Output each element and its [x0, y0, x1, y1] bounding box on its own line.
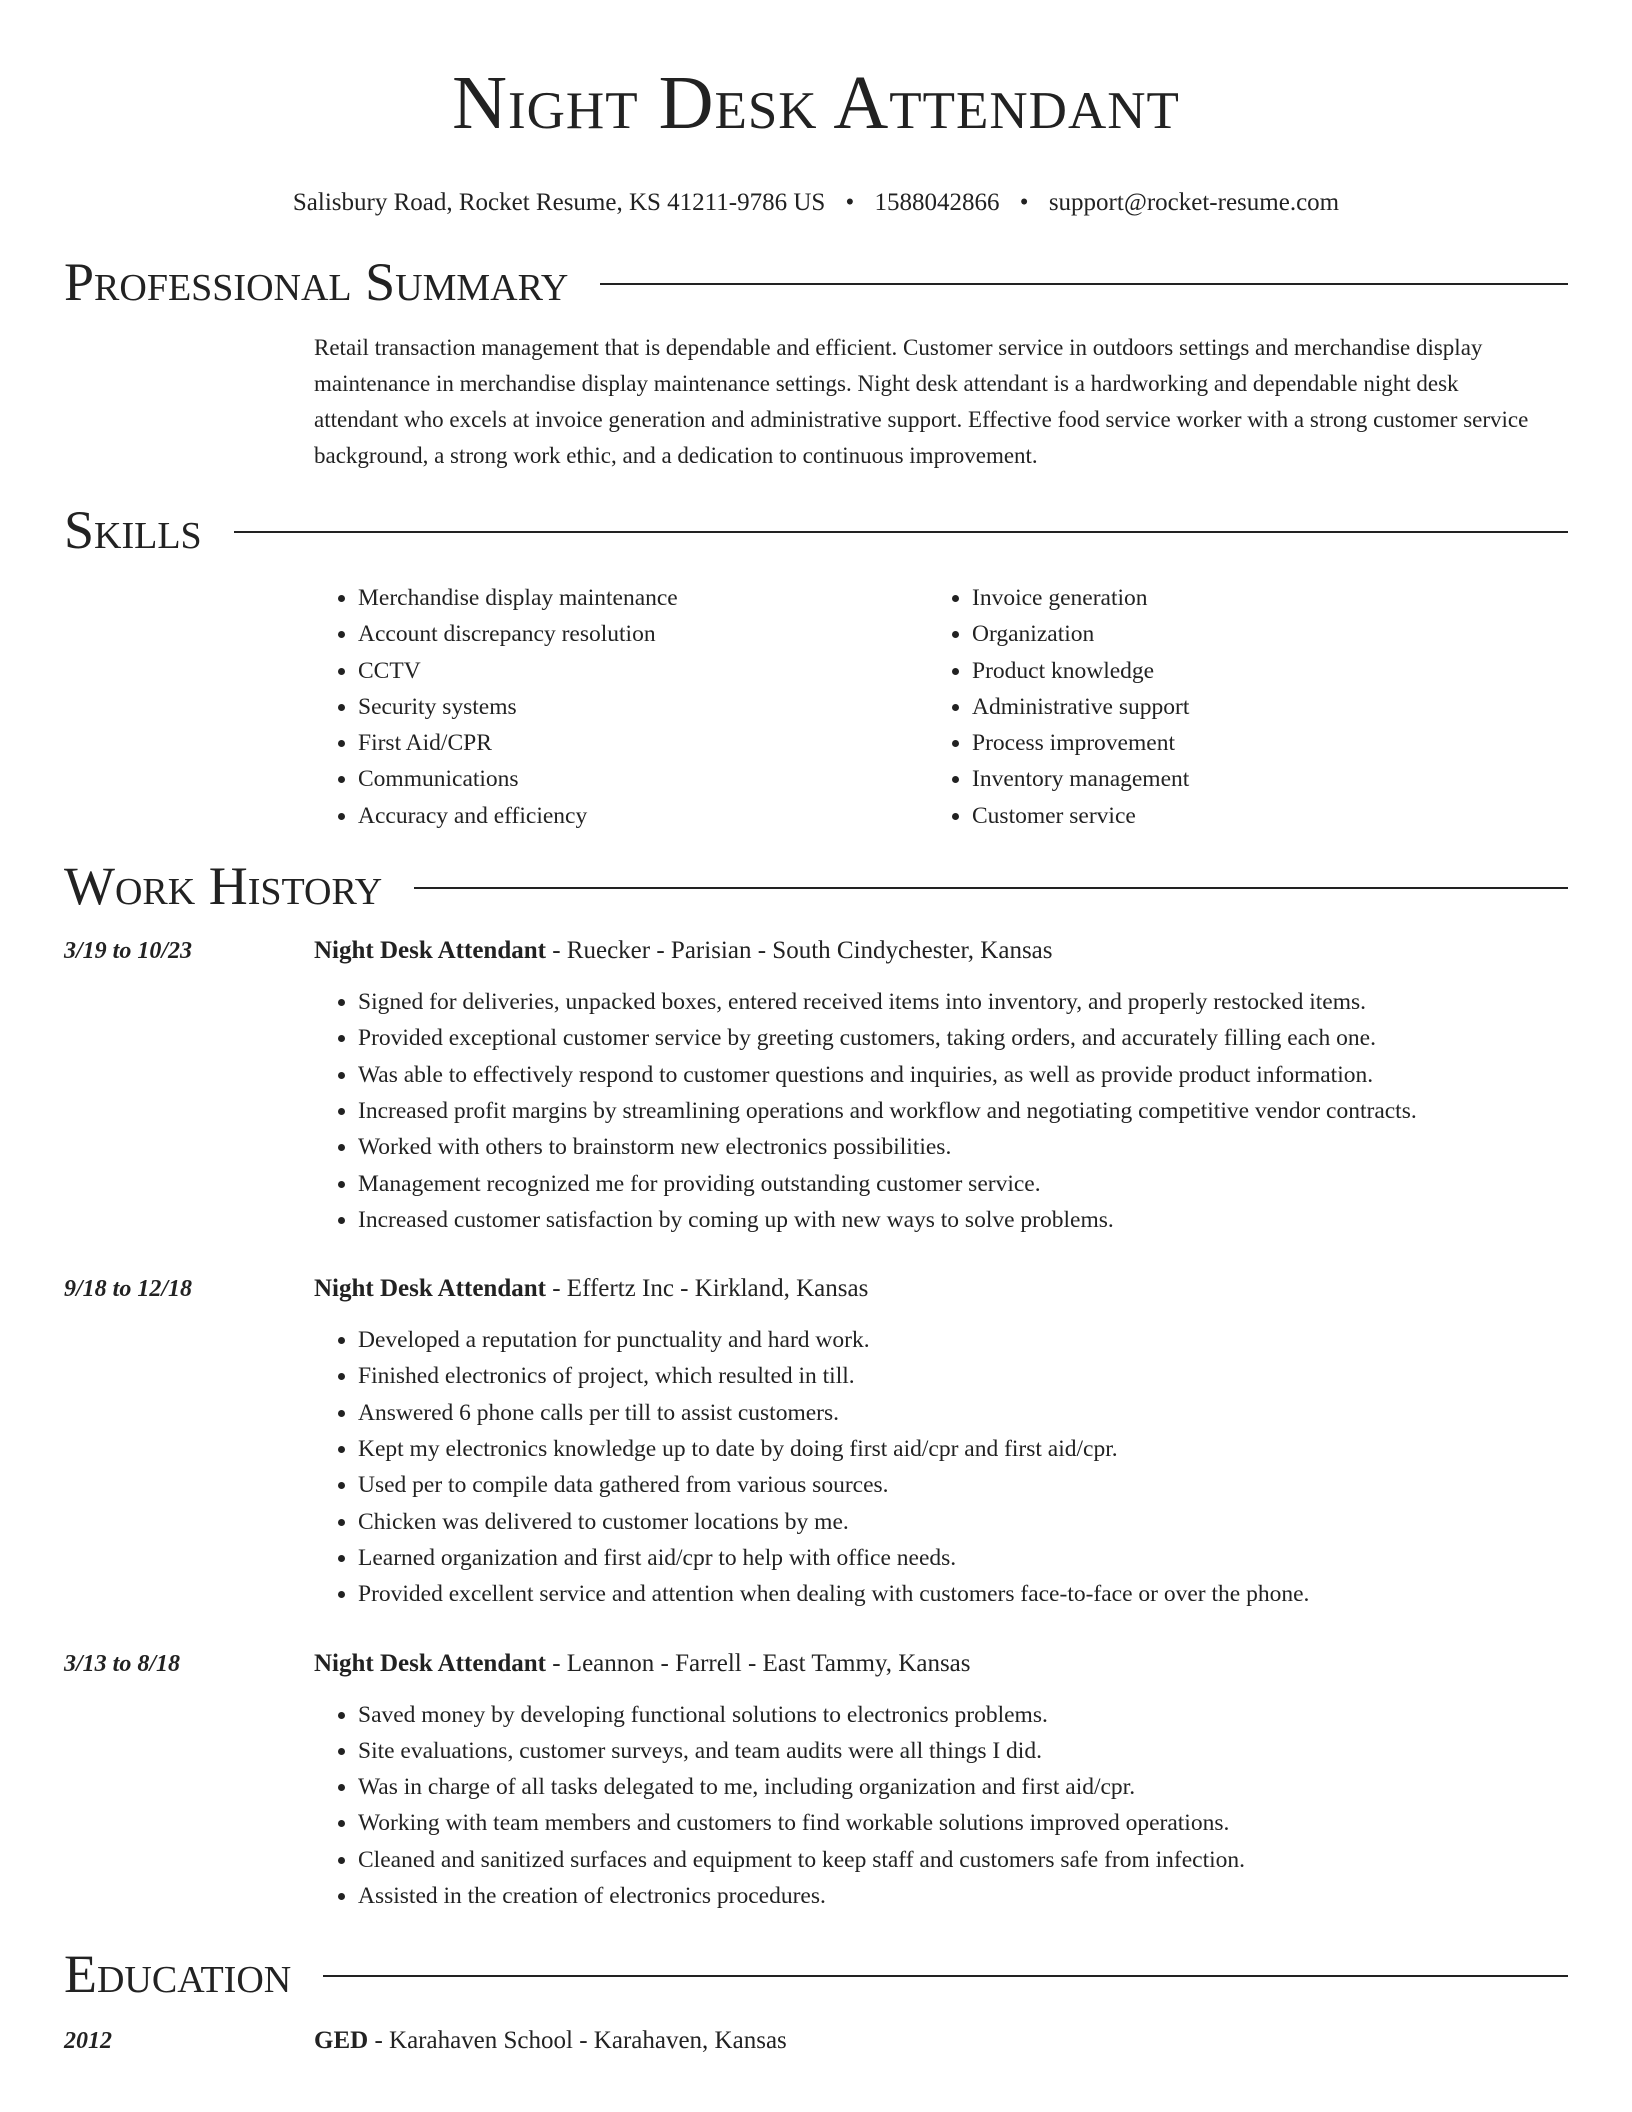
job-bullet: • Used per to compile data gathered from various sources.: [358, 1467, 1568, 1503]
job-date: 3/13 to 8/18: [64, 1650, 181, 1677]
job-bullets: [314, 1322, 1568, 1612]
job-bullet: • Site evaluations, customer surveys, and team audits were all things I did.: [358, 1733, 1568, 1769]
section-rule: [234, 531, 1568, 533]
work-section-header: [64, 856, 1568, 916]
section-title: Professional Summary: [64, 252, 569, 312]
skill-item: • Security systems: [358, 689, 928, 725]
skill-item: • Organization: [972, 616, 1542, 652]
contact-line: [64, 188, 1568, 218]
separator: •: [1019, 189, 1029, 216]
job-date: 3/19 to 10/23: [64, 938, 193, 965]
job-bullet: • Provided excellent service and attention when dealing with customers face-to-face or over the phone.: [358, 1576, 1568, 1612]
skill-item: • Administrative support: [972, 689, 1542, 725]
job-bullet: • Worked with others to brainstorm new electronics possibilities.: [358, 1129, 1568, 1165]
skills-column-left: [314, 580, 928, 834]
education-entry: [64, 2026, 1568, 2056]
skill-item: • Account discrepancy resolution: [358, 616, 928, 652]
job-bullet: • Working with team members and customers to find workable solutions improved operations.: [358, 1805, 1568, 1841]
section-title: Skills: [64, 500, 202, 560]
job-entry: [64, 1649, 1568, 1915]
separator: •: [845, 189, 855, 216]
job-heading: [314, 1274, 1568, 1304]
skill-item: • Inventory management: [972, 761, 1542, 797]
education-section-header: [64, 1944, 1568, 2004]
job-bullet: • Increased customer satisfaction by coming up with new ways to solve problems.: [358, 1202, 1568, 1238]
job-bullet: • Developed a reputation for punctuality and hard work.: [358, 1322, 1568, 1358]
email: support@rocket-resume.com: [1048, 189, 1340, 216]
job-heading: [314, 1649, 1568, 1679]
job-details: - Effertz Inc - Kirkland, Kansas: [545, 1275, 869, 1303]
skill-item: • Invoice generation: [972, 580, 1542, 616]
skill-item: • Accuracy and efficiency: [358, 798, 928, 834]
education-date: 2012: [64, 2028, 112, 2055]
education-details: - Karahaven School - Karahaven, Kansas: [368, 2027, 787, 2055]
job-body: [314, 936, 1568, 1238]
skills-section-header: [64, 500, 1568, 560]
job-bullet: • Provided exceptional customer service by greeting customers, taking orders, and accurately filling each one.: [358, 1020, 1568, 1056]
section-title: Education: [64, 1944, 292, 2005]
education-heading: [314, 2026, 1568, 2056]
address: Salisbury Road, Rocket Resume, KS 41211-9786 US: [292, 189, 826, 216]
section-title: Work History: [64, 856, 383, 917]
job-bullet: • Kept my electronics knowledge up to date by doing first aid/cpr and first aid/cpr.: [358, 1431, 1568, 1467]
job-bullets: [314, 984, 1568, 1238]
job-bullet: • Saved money by developing functional solutions to electronics problems.: [358, 1697, 1568, 1733]
job-bullet: • Chicken was delivered to customer locations by me.: [358, 1504, 1568, 1540]
section-rule: [600, 283, 1568, 285]
summary-text: Retail transaction management that is dependable and efficient. Customer service in outdoors settings and merchandise display maintenance in merchandise display maintenance settings. Night desk attendant is a hardworking and dependable night desk attendant who excels at invoice generation and administrative support. Effective food service worker with a strong customer service background, a strong work ethic, and a dedication to continuous improvement.: [314, 335, 1529, 468]
job-role: Night Desk Attendant: [314, 937, 546, 965]
phone: 1588042866: [874, 189, 1000, 216]
job-details: - Ruecker - Parisian - South Cindychester, Kansas: [545, 937, 1053, 965]
job-date: 9/18 to 12/18: [64, 1276, 193, 1303]
job-bullet: • Learned organization and first aid/cpr to help with office needs.: [358, 1540, 1568, 1576]
job-role: Night Desk Attendant: [314, 1649, 546, 1677]
skill-item: • Communications: [358, 761, 928, 797]
job-role: Night Desk Attendant: [314, 1275, 546, 1303]
job-bullet: • Finished electronics of project, which resulted in till.: [358, 1358, 1568, 1394]
section-rule: [323, 1975, 1568, 1977]
skill-item: • Process improvement: [972, 725, 1542, 761]
section-rule: [414, 887, 1568, 889]
job-bullet: • Signed for deliveries, unpacked boxes, entered received items into inventory, and properly restocked items.: [358, 984, 1568, 1020]
skill-item: • Merchandise display maintenance: [358, 580, 928, 616]
education-degree: GED: [314, 2027, 369, 2055]
job-bullet: • Increased profit margins by streamlining operations and workflow and negotiating competitive vendor contracts.: [358, 1093, 1568, 1129]
job-details: - Leannon - Farrell - East Tammy, Kansas: [545, 1649, 971, 1677]
summary-section-header: [64, 252, 1568, 312]
skill-item: • CCTV: [358, 653, 928, 689]
candidate-name: Night Desk Attendant: [452, 61, 1180, 145]
skill-item: • First Aid/CPR: [358, 725, 928, 761]
job-bullet: • Cleaned and sanitized surfaces and equipment to keep staff and customers safe from infection.: [358, 1842, 1568, 1878]
job-body: [314, 1274, 1568, 1612]
skill-item: • Customer service: [972, 798, 1542, 834]
job-bullet: • Was in charge of all tasks delegated to me, including organization and first aid/cpr.: [358, 1769, 1568, 1805]
skills-column-right: [928, 580, 1542, 834]
job-bullet: • Answered 6 phone calls per till to assist customers.: [358, 1395, 1568, 1431]
job-entry: [64, 1274, 1568, 1612]
job-bullets: [314, 1697, 1568, 1915]
job-entry: [64, 936, 1568, 1238]
skill-item: • Product knowledge: [972, 653, 1542, 689]
job-body: [314, 1649, 1568, 1915]
education-body: [314, 2026, 1568, 2056]
job-bullet: • Was able to effectively respond to customer questions and inquiries, as well as provide product information.: [358, 1057, 1568, 1093]
job-bullet: • Assisted in the creation of electronics procedures.: [358, 1878, 1568, 1914]
job-bullet: • Management recognized me for providing outstanding customer service.: [358, 1166, 1568, 1202]
skills-list: [314, 580, 1568, 834]
job-heading: [314, 936, 1568, 966]
